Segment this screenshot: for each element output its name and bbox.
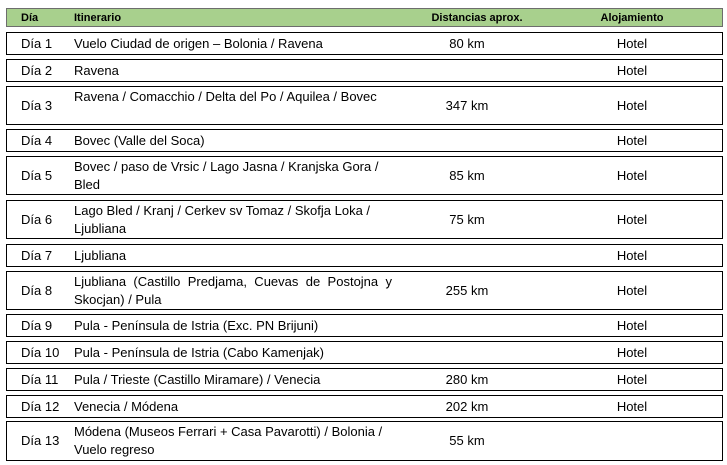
row-itinerary: Ljubliana (Castillo Predjama, Cuevas de Postojna y Skocjan) / Pula [74,274,392,307]
row-distance: 85 km [449,168,485,183]
row-lodging: Hotel [616,133,648,148]
row-lodging: Hotel [616,399,648,414]
header-itinerary: Itinerario [74,12,122,24]
row-day: Día 2 [21,63,53,78]
row-distance: 280 km [445,372,489,387]
table-row [6,421,723,461]
header-day: Día [21,12,39,24]
row-itinerary: Ravena / Comacchio / Delta del Po / Aquilea / Bovec [74,89,377,104]
table-row [6,156,723,195]
row-lodging: Hotel [616,98,648,113]
row-itinerary: Pula - Península de Istria (Exc. PN Brijuni) [74,318,319,333]
row-day: Día 4 [21,133,53,148]
row-lodging: Hotel [616,248,648,263]
row-itinerary: Módena (Museos Ferrari + Casa Pavarotti) / Bolonia / Vuelo regreso [74,424,383,457]
row-day: Día 10 [21,345,60,360]
header-distance: Distancias aprox. [431,12,523,24]
table-row [6,59,723,82]
header-lodging: Alojamiento [600,12,664,24]
row-distance: 202 km [445,399,489,414]
row-day: Día 13 [21,433,60,448]
row-itinerary: Lago Bled / Kranj / Cerkev sv Tomaz / Skofja Loka / Ljubliana [74,203,371,236]
row-distance: 80 km [449,36,485,51]
table-row [6,244,723,267]
table-row [6,271,723,310]
table-row [6,368,723,391]
row-day: Día 9 [21,318,53,333]
row-itinerary: Vuelo Ciudad de origen – Bolonia / Ravena [74,36,323,51]
table-row [6,32,723,55]
row-day: Día 11 [21,372,59,387]
row-day: Día 12 [21,399,60,414]
row-lodging: Hotel [616,345,648,360]
row-lodging: Hotel [616,212,648,227]
table-row [6,200,723,239]
table-header [6,8,723,27]
row-day: Día 3 [21,98,53,113]
row-itinerary: Ljubliana [74,248,127,263]
row-itinerary: Pula - Península de Istria (Cabo Kamenjak) [74,345,325,360]
row-distance: 55 km [449,433,485,448]
row-day: Día 1 [21,36,53,51]
row-itinerary: Bovec (Valle del Soca) [74,133,205,148]
row-day: Día 8 [21,283,53,298]
table-row [6,129,723,152]
row-distance: 75 km [449,212,485,227]
row-itinerary: Ravena [74,63,119,78]
table-row [6,341,723,364]
row-lodging: Hotel [616,63,648,78]
row-lodging: Hotel [616,372,648,387]
row-distance: 255 km [445,283,489,298]
row-lodging: Hotel [616,318,648,333]
row-distance: 347 km [445,98,489,113]
row-day: Día 7 [21,248,53,263]
table-row [6,395,723,418]
row-lodging: Hotel [616,283,648,298]
row-lodging: Hotel [616,168,648,183]
row-lodging: Hotel [616,36,648,51]
table-row [6,86,723,125]
row-day: Día 5 [21,168,53,183]
table-row [6,314,723,337]
row-itinerary: Pula / Trieste (Castillo Miramare) / Venecia [74,372,321,387]
row-day: Día 6 [21,212,53,227]
row-itinerary: Venecia / Módena [74,399,179,414]
row-itinerary: Bovec / paso de Vrsic / Lago Jasna / Kranjska Gora / Bled [74,159,379,192]
